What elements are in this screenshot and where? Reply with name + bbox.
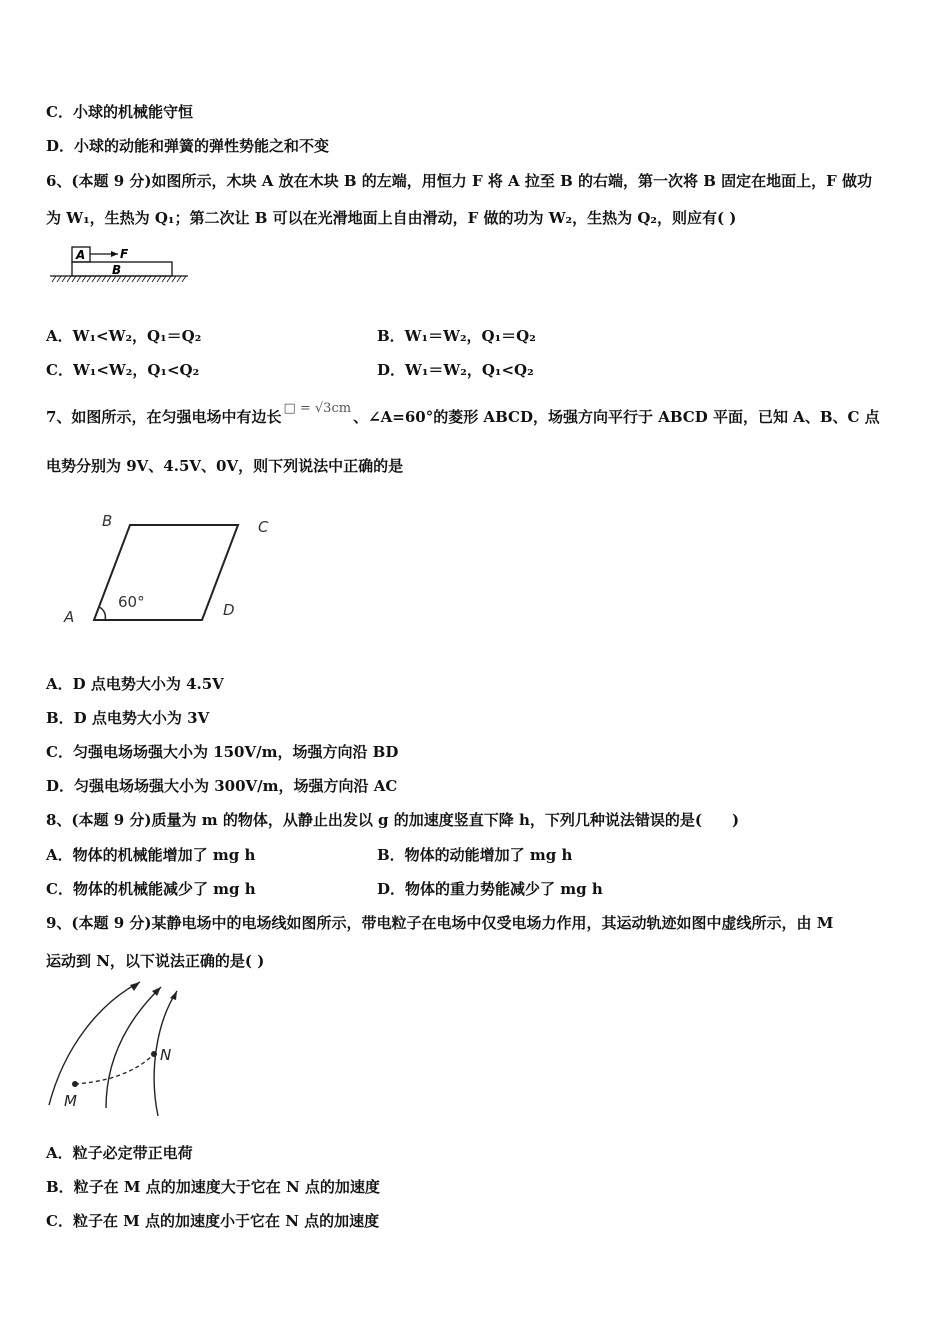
q6-stem-line1: 6、(本题 9 分)如图所示，木块 A 放在木块 B 的左端，用恒力 F 将 A 拉至 B 的右端，第一次将 B 固定在地面上，F 做功 xyxy=(46,172,873,190)
vertex-label-d: D xyxy=(223,601,235,619)
q6-stem-line2: 为 W₁，生热为 Q₁；第二次让 B 可以在光滑地面上自由滑动，F 做的功为 W₂，生热为 Q₂，则应有( ) xyxy=(46,209,737,227)
vertex-label-b: B xyxy=(102,512,113,530)
q9-stem-line2: 运动到 N，以下说法正确的是( ) xyxy=(46,952,265,970)
q8-stem: 8、(本题 9 分)质量为 m 的物体，从静止出发以 g 的加速度竖直下降 h，下列几种说法错误的是( ) xyxy=(46,811,740,829)
q9-stem-line1: 9、(本题 9 分)某静电场中的电场线如图所示，带电粒子在电场中仅受电场力作用，其运动轨迹如图中虚线所示，由 M xyxy=(46,914,834,932)
label-n: N xyxy=(160,1046,172,1064)
q5-option-d: D．小球的动能和弹簧的弹性势能之和不变 xyxy=(46,137,330,155)
q6-block-figure xyxy=(48,244,190,286)
q8-option-b: B．物体的动能增加了 mg h xyxy=(377,846,573,864)
q8-option-d: D．物体的重力势能减少了 mg h xyxy=(377,880,603,898)
q7-stem-pre: 7、如图所示，在匀强电场中有边长 xyxy=(46,408,282,426)
q6-option-b: B．W₁＝W₂，Q₁＝Q₂ xyxy=(377,327,536,345)
q7-option-b: B．D 点电势大小为 3V xyxy=(46,709,210,727)
field-line-2 xyxy=(106,987,161,1108)
label-f: F xyxy=(120,247,129,261)
q7-side-formula: □ = √3cm xyxy=(283,401,352,416)
point-n xyxy=(151,1051,157,1057)
label-a: A xyxy=(76,248,86,262)
q9-option-c: C．粒子在 M 点的加速度小于它在 N 点的加速度 xyxy=(46,1212,380,1230)
q7-stem-post: 、∠A=60°的菱形 ABCD，场强方向平行于 ABCD 平面，已知 A、B、C 点 xyxy=(353,408,880,426)
q9-field-figure xyxy=(44,978,194,1118)
q8-option-a: A．物体的机械能增加了 mg h xyxy=(46,846,256,864)
q7-stem-line1 xyxy=(46,401,880,429)
field-line-1 xyxy=(49,982,140,1105)
q6-option-d: D．W₁＝W₂，Q₁<Q₂ xyxy=(377,361,534,379)
q6-option-c: C．W₁<W₂，Q₁<Q₂ xyxy=(46,361,200,379)
field-arrow-3 xyxy=(170,991,177,1000)
point-m xyxy=(72,1081,78,1087)
vertex-label-a: A xyxy=(64,608,75,626)
q7-option-c: C．匀强电场场强大小为 150V/m，场强方向沿 BD xyxy=(46,743,399,761)
q8-option-c: C．物体的机械能减少了 mg h xyxy=(46,880,256,898)
q5-option-c: C．小球的机械能守恒 xyxy=(46,103,193,121)
label-b: B xyxy=(112,263,122,277)
q7-option-a: A．D 点电势大小为 4.5V xyxy=(46,675,224,693)
q6-option-a: A．W₁<W₂，Q₁＝Q₂ xyxy=(46,327,202,345)
vertex-label-c: C xyxy=(258,518,269,536)
q7-option-d: D．匀强电场场强大小为 300V/m，场强方向沿 AC xyxy=(46,777,398,795)
block-b xyxy=(72,262,172,276)
rhombus-abcd xyxy=(94,525,238,620)
field-arrow-1 xyxy=(130,982,140,991)
q9-option-b: B．粒子在 M 点的加速度大于它在 N 点的加速度 xyxy=(46,1178,380,1196)
q9-option-a: A．粒子必定带正电荷 xyxy=(46,1144,193,1162)
q7-rhombus-figure xyxy=(58,508,278,632)
label-m: M xyxy=(64,1092,77,1110)
angle-label: 60° xyxy=(118,593,145,611)
angle-arc xyxy=(99,607,105,620)
q7-stem-line2: 电势分别为 9V、4.5V、0V，则下列说法中正确的是 xyxy=(46,457,404,475)
